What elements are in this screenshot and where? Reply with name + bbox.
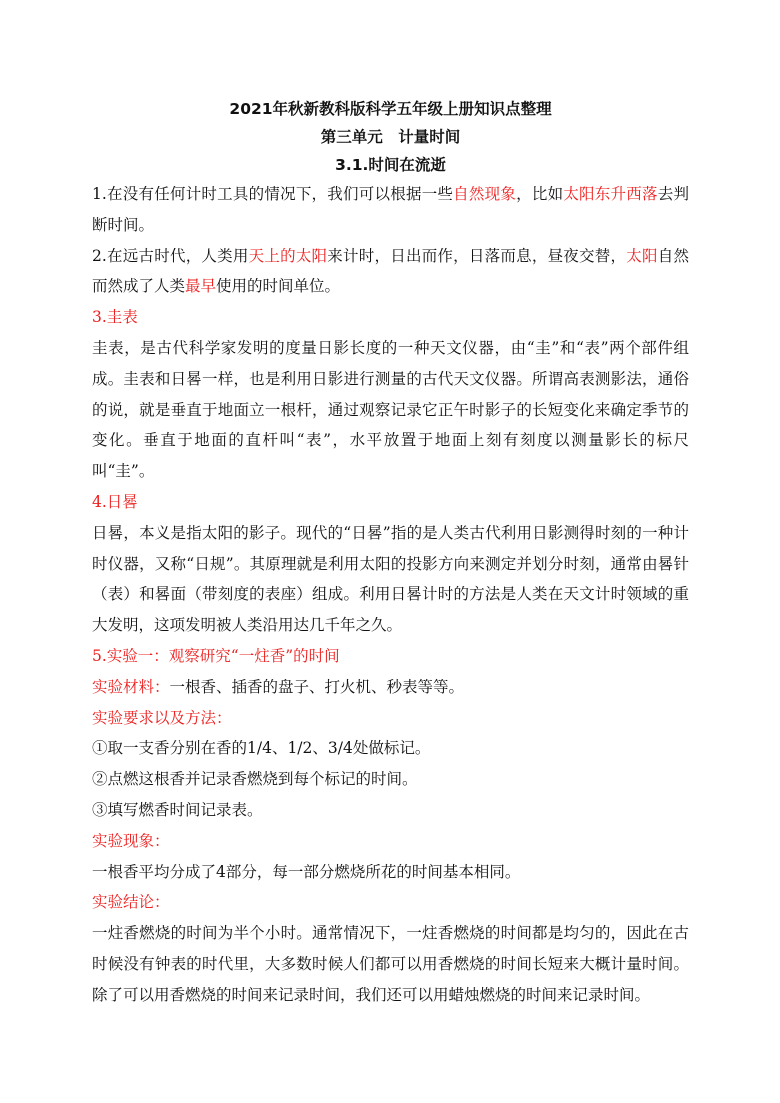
text: 使用的时间单位。 [216, 277, 341, 296]
paragraph-2 [92, 241, 689, 303]
text: 2.在远古时代，人类用 [92, 246, 249, 265]
label: 实验材料： [92, 677, 170, 696]
method-label: 实验要求以及方法： [92, 708, 232, 727]
section-heading-rigui: 4.日晷 [92, 492, 138, 511]
highlight: 自然现象 [453, 185, 517, 203]
phenomenon-text: 一根香平均分成了4部分，每一部分燃烧所花的时间基本相同。 [92, 862, 521, 881]
highlight: 太阳东升西落 [563, 185, 658, 203]
materials-line [92, 672, 689, 703]
text: 自然而然成了人类 [92, 246, 689, 296]
step-item: ②点燃这根香并记录香燃烧到每个标记的时间。 [92, 770, 418, 789]
highlight: 最早 [185, 277, 217, 296]
text: 一根香、插香的盘子、打火机、秒表等等。 [169, 677, 465, 696]
section-heading-experiment: 5.实验一：观察研究“一炷香”的时间 [92, 646, 340, 665]
highlight: 太阳 [626, 246, 658, 265]
text: 去判断时间。 [92, 185, 689, 234]
lesson-title: 3.1.时间在流逝 [335, 156, 446, 174]
text: 1.在没有任何计时工具的情况下，我们可以根据一些 [92, 185, 454, 203]
conclusion-text: 一炷香燃烧的时间为半个小时。通常情况下，一炷香燃烧的时间都是均匀的，因此在古时候没有钟表的时代里，大多数时候人们都可以用香燃烧的时间长短来大概计量时间。除了可以用香燃烧的时间来记录时间，我们还可以用蜡烛燃烧的时间来记录时间。 [92, 924, 689, 1004]
document-title: 2021年秋新教科版科学五年级上册知识点整理 [229, 100, 552, 118]
unit-title: 第三单元 计量时间 [320, 128, 461, 146]
section-heading-guibiao: 3.圭表 [92, 308, 138, 327]
paragraph-rigui: 日晷，本义是指太阳的影子。现代的“日晷”指的是人类古代利用日影测得时刻的一种计时仪器，又称“日规”。其原理就是利用太阳的投影方向来测定并划分时刻，通常由晷针（表）和晷面（带刻度的表座）组成。利用日晷计时的方法是人类在天文计时领域的重大发明，这项发明被人类沿用达几千年之久。 [92, 523, 689, 635]
text: 来计时，日出而作，日落而息，昼夜交替， [327, 246, 627, 265]
paragraph-guibiao: 圭表，是古代科学家发明的度量日影长度的一种天文仪器，由“圭”和“表”两个部件组成。圭表和日晷一样，也是利用日影进行测量的古代天文仪器。所谓高表测影法，通俗的说，就是垂直于地面立一根杆，通过观察记录它正午时影子的长短变化来确定季节的变化。垂直于地面的直杆叫“表”，水平放置于地面上刻有刻度以测量影长的标尺叫“圭”。 [92, 338, 689, 481]
paragraph-1 [92, 179, 689, 241]
document-page [92, 95, 689, 1011]
step-item: ③填写燃香时间记录表。 [92, 800, 263, 819]
phenomenon-label: 实验现象： [92, 831, 170, 850]
highlight: 天上的太阳 [248, 246, 328, 265]
text: ，比如 [516, 185, 564, 203]
step-item: ①取一支香分别在香的1/4、1/2、3/4处做标记。 [92, 739, 431, 758]
conclusion-label: 实验结论： [92, 893, 170, 912]
